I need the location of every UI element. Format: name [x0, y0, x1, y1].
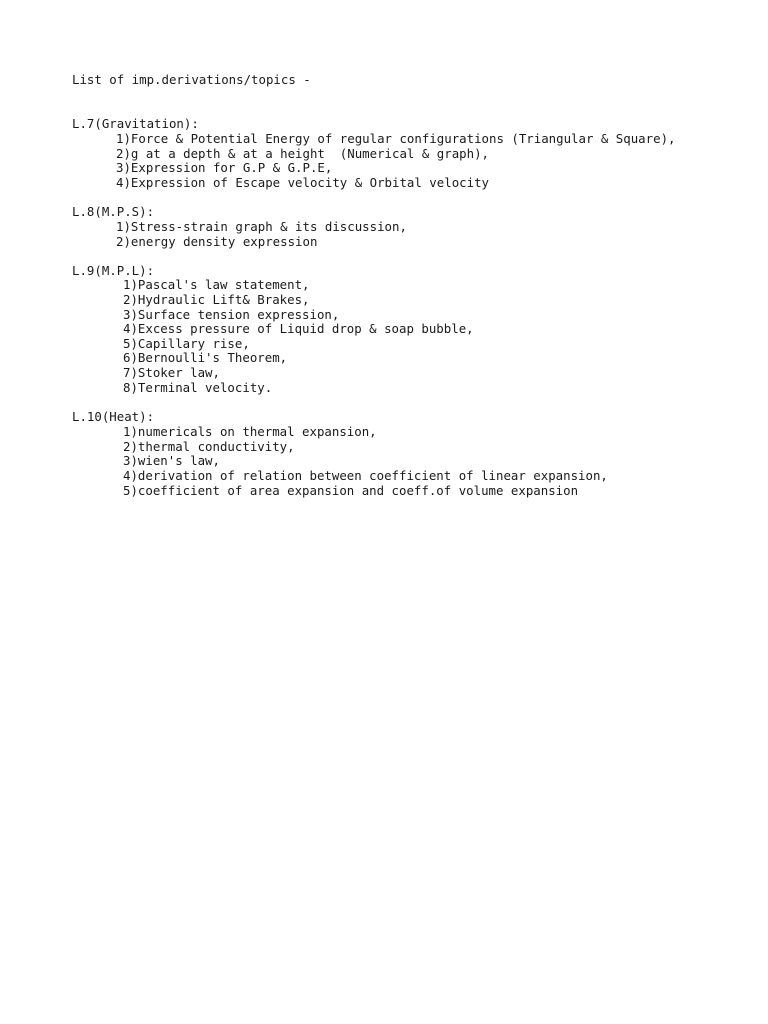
section-heading-heat: L.10(Heat): — [72, 409, 155, 424]
list-item: 6)Bernoulli's Theorem, — [123, 350, 288, 365]
list-item: 1)Force & Potential Energy of regular configurations (Triangular & Square), — [116, 131, 676, 146]
document-title: List of imp.derivations/topics - — [72, 72, 311, 87]
section-heading-mps: L.8(M.P.S): — [72, 204, 155, 219]
list-item: 2)g at a depth & at a height (Numerical & graph), — [116, 146, 489, 161]
list-item: 2)Hydraulic Lift& Brakes, — [123, 292, 310, 307]
list-item: 4)Excess pressure of Liquid drop & soap bubble, — [123, 321, 474, 336]
list-item: 1)Pascal's law statement, — [123, 277, 310, 292]
list-item: 7)Stoker law, — [123, 365, 220, 380]
list-item: 8)Terminal velocity. — [123, 380, 273, 395]
list-item: 2)energy density expression — [116, 234, 318, 249]
list-item: 3)wien's law, — [123, 453, 220, 468]
section-heading-gravitation: L.7(Gravitation): — [72, 116, 199, 131]
list-item: 4)derivation of relation between coefficient of linear expansion, — [123, 468, 608, 483]
list-item: 2)thermal conductivity, — [123, 439, 295, 454]
list-item: 3)Surface tension expression, — [123, 307, 340, 322]
list-item: 4)Expression of Escape velocity & Orbital velocity — [116, 175, 489, 190]
list-item: 3)Expression for G.P & G.P.E, — [116, 160, 333, 175]
list-item: 5)Capillary rise, — [123, 336, 250, 351]
list-item: 1)numericals on thermal expansion, — [123, 424, 377, 439]
list-item: 1)Stress-strain graph & its discussion, — [116, 219, 407, 234]
section-heading-mpl: L.9(M.P.L): — [72, 263, 155, 278]
list-item: 5)coefficient of area expansion and coeff.of volume expansion — [123, 483, 579, 498]
